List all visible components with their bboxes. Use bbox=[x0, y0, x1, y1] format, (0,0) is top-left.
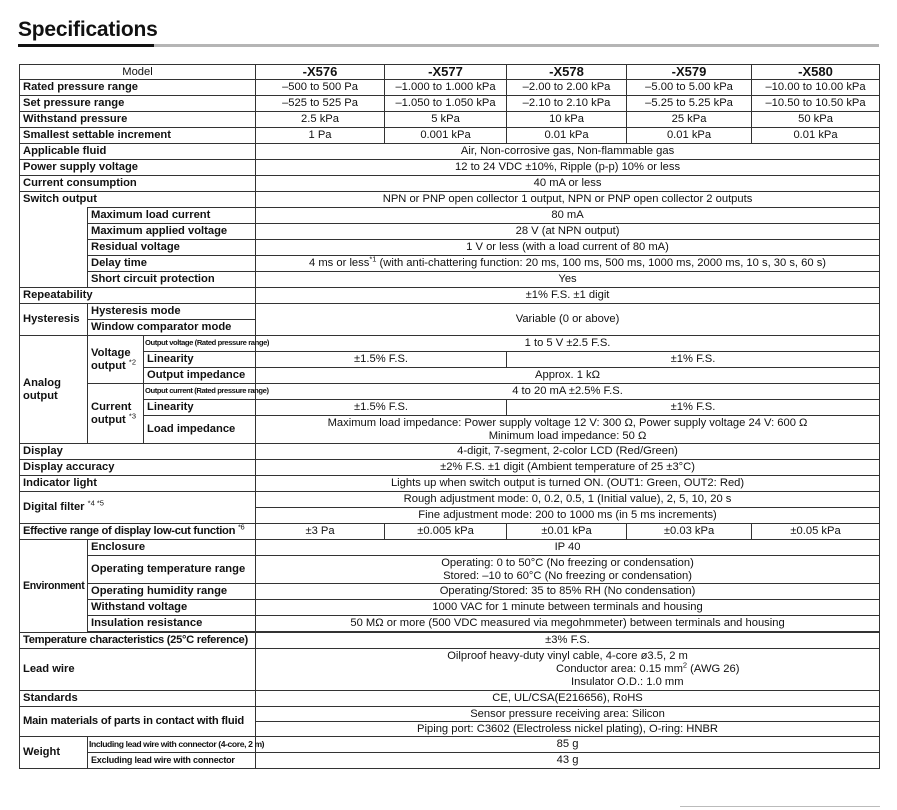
cell-value: 1000 VAC for 1 minute between terminals and housing bbox=[256, 600, 880, 616]
cell-value: –5.00 to 5.00 kPa bbox=[627, 80, 752, 96]
cell-value: Approx. 1 kΩ bbox=[256, 368, 880, 384]
row-label: Residual voltage bbox=[88, 240, 256, 256]
cell-value: 0.01 kPa bbox=[627, 128, 752, 144]
cell-value: Yes bbox=[256, 272, 880, 288]
cell-value: ±0.01 kPa bbox=[507, 524, 627, 540]
cell-value: 0.01 kPa bbox=[752, 128, 880, 144]
cell-value: 1 Pa bbox=[256, 128, 385, 144]
table-row bbox=[20, 336, 880, 352]
cell-value: Fine adjustment mode: 200 to 1000 ms (in 5 ms increments) bbox=[256, 508, 880, 524]
cell-value: –1.050 to 1.050 kPa bbox=[385, 96, 507, 112]
table-row bbox=[20, 80, 880, 96]
table-row bbox=[20, 112, 880, 128]
table-row bbox=[20, 384, 880, 400]
cell-value: Piping port: C3602 (Electroless nickel plating), O-ring: HNBR bbox=[256, 722, 880, 737]
row-label: Withstand pressure bbox=[20, 112, 256, 128]
cell-value: Lights up when switch output is turned ON. (OUT1: Green, OUT2: Red) bbox=[256, 476, 880, 492]
table-row bbox=[20, 256, 880, 272]
cell-value: 40 mA or less bbox=[256, 176, 880, 192]
row-label: Temperature characteristics (25°C reference) bbox=[20, 633, 256, 649]
table-row bbox=[20, 208, 880, 224]
table-row bbox=[20, 128, 880, 144]
row-sublabel: Including lead wire with connector (4-core, 2 m) bbox=[88, 737, 256, 753]
cell-value: 28 V (at NPN output) bbox=[256, 224, 880, 240]
cell-value: ±1.5% F.S. bbox=[256, 352, 507, 368]
table-row bbox=[20, 192, 880, 208]
cell-value: –10.50 to 10.50 kPa bbox=[752, 96, 880, 112]
table-row bbox=[20, 144, 880, 160]
row-label: Current consumption bbox=[20, 176, 256, 192]
model-x577: -X577 bbox=[385, 65, 507, 80]
cell-value: 5 kPa bbox=[385, 112, 507, 128]
delay-time-value: 4 ms or less bbox=[309, 257, 370, 270]
table-row bbox=[20, 633, 880, 649]
cell-value: Sensor pressure receiving area: Silicon bbox=[256, 707, 880, 722]
cell-value: 4-digit, 7-segment, 2-color LCD (Red/Green) bbox=[256, 444, 880, 460]
cell-value: ±1.5% F.S. bbox=[256, 400, 507, 416]
model-x580: -X580 bbox=[752, 65, 880, 80]
table-row bbox=[20, 416, 880, 444]
table-row bbox=[20, 753, 880, 769]
row-label: Applicable fluid bbox=[20, 144, 256, 160]
cell-value: 12 to 24 VDC ±10%, Ripple (p-p) 10% or less bbox=[256, 160, 880, 176]
cell-value: Variable (0 or above) bbox=[256, 304, 880, 336]
cell-value: –1.000 to 1.000 kPa bbox=[385, 80, 507, 96]
cell-value: ±0.03 kPa bbox=[627, 524, 752, 540]
cell-value: ±1% F.S. bbox=[507, 352, 880, 368]
table-row bbox=[20, 460, 880, 476]
cell-value: ±3% F.S. bbox=[256, 633, 880, 649]
row-sublabel: Operating humidity range bbox=[88, 584, 256, 600]
row-label: Digital filter $^{*4 *5}$ bbox=[20, 492, 256, 524]
row-label: Indicator light bbox=[20, 476, 256, 492]
cell-value: ±2% F.S. ±1 digit (Ambient temperature of 25 ±3°C) bbox=[256, 460, 880, 476]
specifications-table bbox=[19, 64, 880, 769]
cell-value: 2.5 kPa bbox=[256, 112, 385, 128]
table-row bbox=[20, 540, 880, 556]
cell-value: –2.10 to 2.10 kPa bbox=[507, 96, 627, 112]
table-row bbox=[20, 649, 880, 691]
cell-value: CE, UL/CSA(E216656), RoHS bbox=[256, 691, 880, 707]
row-sublabel: Load impedance bbox=[144, 416, 256, 444]
cell-value: Operating: 0 to 50°C (No freezing or condensation) Stored: –10 to 60°C (No freezing or condensation) bbox=[256, 556, 880, 584]
row-sublabel: Hysteresis mode bbox=[88, 304, 256, 320]
cell-value: 50 kPa bbox=[752, 112, 880, 128]
row-sublabel: Linearity bbox=[144, 400, 256, 416]
cell-value: 50 MΩ or more (500 VDC measured via megohmmeter) between terminals and housing bbox=[256, 616, 880, 632]
cell-value: 4 to 20 mA ±2.5% F.S. bbox=[256, 384, 880, 400]
footnote-ref: *1 bbox=[369, 254, 377, 264]
cell-value: ±0.005 kPa bbox=[385, 524, 507, 540]
row-label: Hysteresis bbox=[20, 304, 88, 336]
table-row bbox=[20, 737, 880, 753]
row-sublabel: Output current (Rated pressure range) bbox=[144, 384, 256, 400]
row-sublabel: Output voltage (Rated pressure range) bbox=[144, 336, 256, 352]
cell-value: 85 g bbox=[256, 737, 880, 753]
row-label: Display accuracy bbox=[20, 460, 256, 476]
table-row bbox=[20, 224, 880, 240]
cell-value: –525 to 525 Pa bbox=[256, 96, 385, 112]
cell-value: ±1% F.S. bbox=[507, 400, 880, 416]
row-label: Maximum applied voltage bbox=[88, 224, 256, 240]
table-row bbox=[20, 492, 880, 508]
table-row bbox=[20, 368, 880, 384]
table-row bbox=[20, 556, 880, 584]
table-row bbox=[20, 444, 880, 460]
row-label: Effective range of display low-cut function $^{*6}$ bbox=[20, 524, 256, 540]
table-row bbox=[20, 476, 880, 492]
table-row bbox=[20, 691, 880, 707]
table-row bbox=[20, 400, 880, 416]
table-row bbox=[20, 584, 880, 600]
model-header: Model bbox=[20, 65, 256, 80]
cell-value: –5.25 to 5.25 kPa bbox=[627, 96, 752, 112]
cell-value: Air, Non-corrosive gas, Non-flammable gas bbox=[256, 144, 880, 160]
row-label: Repeatability bbox=[20, 288, 256, 304]
cell-value: ±3 Pa bbox=[256, 524, 385, 540]
row-label: Set pressure range bbox=[20, 96, 256, 112]
table-row bbox=[20, 288, 880, 304]
table-row bbox=[20, 96, 880, 112]
cell-value: Operating/Stored: 35 to 85% RH (No condensation) bbox=[256, 584, 880, 600]
cell-value: 1 V or less (with a load current of 80 mA) bbox=[256, 240, 880, 256]
cell-value: Rough adjustment mode: 0, 0.2, 0.5, 1 (Initial value), 2, 5, 10, 20 s bbox=[256, 492, 880, 508]
row-sublabel: Insulation resistance bbox=[88, 616, 256, 632]
row-sublabel: Voltage output $^{*2}$ bbox=[88, 336, 144, 384]
row-sublabel: Output impedance bbox=[144, 368, 256, 384]
row-label: Display bbox=[20, 444, 256, 460]
footer-rule bbox=[680, 806, 880, 807]
cell-value: 0.001 kPa bbox=[385, 128, 507, 144]
table-row bbox=[20, 616, 880, 632]
cell-value: 80 mA bbox=[256, 208, 880, 224]
cell-value: –10.00 to 10.00 kPa bbox=[752, 80, 880, 96]
row-sublabel: Excluding lead wire with connector bbox=[88, 753, 256, 769]
row-label: Environment bbox=[20, 540, 88, 633]
table-row bbox=[20, 240, 880, 256]
cell-value: 0.01 kPa bbox=[507, 128, 627, 144]
row-label: Maximum load current bbox=[88, 208, 256, 224]
row-sublabel: Withstand voltage bbox=[88, 600, 256, 616]
table-row bbox=[20, 272, 880, 288]
cell-value: 43 g bbox=[256, 753, 880, 769]
row-label: Short circuit protection bbox=[88, 272, 256, 288]
row-label: Delay time bbox=[88, 256, 256, 272]
cell-value: ±0.05 kPa bbox=[752, 524, 880, 540]
row-sublabel: Window comparator mode bbox=[88, 320, 256, 336]
table-row bbox=[20, 707, 880, 722]
table-row bbox=[20, 176, 880, 192]
row-label: Lead wire bbox=[20, 649, 256, 691]
table-row bbox=[20, 160, 880, 176]
row-sublabel: Operating temperature range bbox=[88, 556, 256, 584]
cell-value: 10 kPa bbox=[507, 112, 627, 128]
cell-value: Oilproof heavy-duty vinyl cable, 4-core ø3.5, 2 m Conductor area: 0.15 $mm^2$ (AWG 26) Insulator O.D.: 1.0 mm bbox=[256, 649, 880, 691]
table-row bbox=[20, 600, 880, 616]
row-label: Switch output bbox=[20, 192, 256, 208]
row-label: Smallest settable increment bbox=[20, 128, 256, 144]
row-label: Weight bbox=[20, 737, 88, 769]
title-underline bbox=[18, 44, 879, 47]
model-x576: -X576 bbox=[256, 65, 385, 80]
cell-value: NPN or PNP open collector 1 output, NPN or PNP open collector 2 outputs bbox=[256, 192, 880, 208]
delay-time-detail: (with anti-chattering function: 20 ms, 100 ms, 500 ms, 1000 ms, 2000 ms, 10 s, 30 s, 60 s) bbox=[376, 257, 827, 270]
group-spacer bbox=[20, 208, 88, 288]
header-row bbox=[20, 65, 880, 80]
cell-value: ±1% F.S. ±1 digit bbox=[256, 288, 880, 304]
row-sublabel: Current output $^{*3}$ bbox=[88, 384, 144, 444]
cell-value: 25 kPa bbox=[627, 112, 752, 128]
row-label: Rated pressure range bbox=[20, 80, 256, 96]
row-sublabel: Enclosure bbox=[88, 540, 256, 556]
page-title: Specifications bbox=[18, 18, 158, 41]
row-label: Power supply voltage bbox=[20, 160, 256, 176]
model-x578: -X578 bbox=[507, 65, 627, 80]
table-row bbox=[20, 352, 880, 368]
cell-value: 1 to 5 V ±2.5 F.S. bbox=[256, 336, 880, 352]
cell-value bbox=[256, 256, 880, 272]
cell-value: –500 to 500 Pa bbox=[256, 80, 385, 96]
row-label: Main materials of parts in contact with fluid bbox=[20, 707, 256, 737]
table-row bbox=[20, 304, 880, 320]
table-row bbox=[20, 524, 880, 540]
cell-value: IP 40 bbox=[256, 540, 880, 556]
row-label: Standards bbox=[20, 691, 256, 707]
model-x579: -X579 bbox=[627, 65, 752, 80]
row-label: Analog output bbox=[20, 336, 88, 444]
cell-value: –2.00 to 2.00 kPa bbox=[507, 80, 627, 96]
row-sublabel: Linearity bbox=[144, 352, 256, 368]
cell-value: Maximum load impedance: Power supply voltage 12 V: 300 Ω, Power supply voltage 24 V: 600 Ω Minimum load impedance: 50 Ω bbox=[256, 416, 880, 444]
